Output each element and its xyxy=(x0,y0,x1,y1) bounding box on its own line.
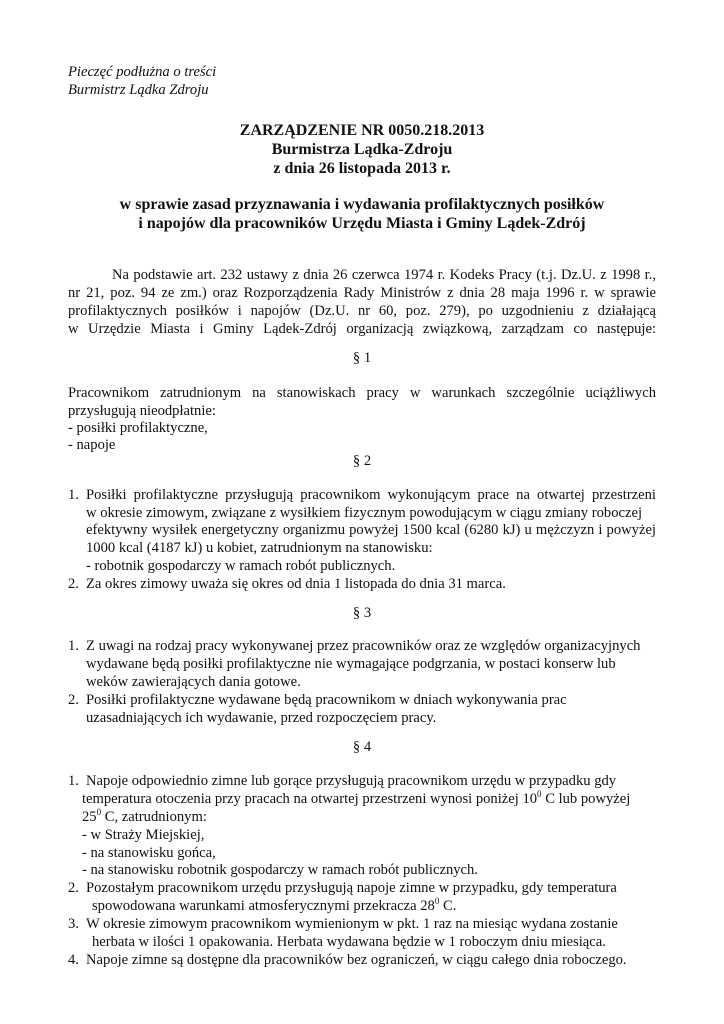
s4-p1-line-3 xyxy=(82,809,207,827)
stamp-note-line-2: Burmistrz Lądka Zdroju xyxy=(68,82,209,98)
document-title: ZARZĄDZENIE NR 0050.218.2013 xyxy=(239,122,485,139)
s2-p1-text-1: Posiłki profilaktyczne przysługują pracownikom wykonującym prace na otwartej przestrzeni xyxy=(86,487,656,503)
stamp-note-line-1: Pieczęć podłużna o treści xyxy=(68,64,217,80)
s4-p3-line-2: herbata w ilości 1 opakowania. Herbata wydawana będzie w 1 roboczym dniu miesiąca. xyxy=(92,934,606,950)
preamble-line-2 xyxy=(68,285,656,303)
s1-item-2: - napoje xyxy=(68,437,116,453)
s4-p1-line-4: - w Straży Miejskiej, xyxy=(82,827,205,843)
s4-p3-line-1: W okresie zimowym pracownikom wymienionym w pkt. 1 raz na miesiąc wydana zostanie xyxy=(86,916,618,932)
s4-p1-line-6: - na stanowisku robotnik gospodarczy w ramach robót publicznych. xyxy=(82,862,478,878)
degree-superscript: 0 xyxy=(537,789,542,799)
degree-superscript: 0 xyxy=(96,807,102,817)
s4-p4-line-1: Napoje zimne są dostępne dla pracowników bez ograniczeń, w ciągu całego dnia roboczego. xyxy=(86,952,627,968)
s4-temperature-value: 25 xyxy=(82,809,97,825)
s2-p1-line-5: - robotnik gospodarczy w ramach robót publicznych. xyxy=(86,558,396,574)
s3-p2-line-2: uzasadniających ich wydawanie, przed rozpoczęciem pracy. xyxy=(86,710,437,726)
section-2-heading: § 2 xyxy=(352,453,372,469)
degree-superscript: 0 xyxy=(434,896,440,906)
preamble-text-1: Na podstawie art. 232 ustawy z dnia 26 czerwca 1974 r. Kodeks Pracy (t.j. Dz.U. z 1998 r., xyxy=(112,267,656,283)
s4-num-1: 1. xyxy=(68,773,79,789)
s2-p1-line-1 xyxy=(86,487,656,505)
s2-num-1: 1. xyxy=(68,487,79,503)
subject-line-2: i napojów dla pracowników Urzędu Miasta i Gminy Lądek-Zdrój xyxy=(138,215,586,232)
s4-p1-line-3-tail: C, zatrudnionym: xyxy=(101,809,207,825)
s3-p2-line-1: Posiłki profilaktyczne wydawane będą pracownikom w dniach wykonywania prac xyxy=(86,692,567,708)
s4-p1-line-2-tail: C lub powyżej xyxy=(541,791,631,807)
subject-line-1: w sprawie zasad przyznawania i wydawania profilaktycznych posiłków xyxy=(119,196,605,213)
s3-num-2: 2. xyxy=(68,692,79,708)
preamble-text-3: profilaktycznych posiłków i napojów (Dz.U. nr 60, poz. 279), po uzgodnieniu z działającą xyxy=(68,303,656,319)
document-issuer: Burmistrza Lądka-Zdroju xyxy=(271,141,453,158)
s4-p1-line-2 xyxy=(82,791,630,809)
section-3-heading: § 3 xyxy=(352,605,372,621)
s3-p1-line-1: Z uwagi na rodzaj pracy wykonywanej przez pracowników oraz ze względów organizacyjnych xyxy=(86,638,641,654)
s4-num-2: 2. xyxy=(68,880,79,896)
s2-p1-line-4: 1000 kcal (4187 kJ) u kobiet, zatrudnionym na stanowisku: xyxy=(86,540,433,556)
s4-p2-line-1: Pozostałym pracownikom urzędu przysługują napoje zimne w przypadku, gdy temperatura xyxy=(86,880,617,896)
s4-num-3: 3. xyxy=(68,916,79,932)
s4-p2-line-2-text: spowodowana warunkami atmosferycznymi przekracza 28 xyxy=(92,898,435,914)
preamble-line-3 xyxy=(68,303,656,321)
s4-num-4: 4. xyxy=(68,952,79,968)
s4-p1-line-1: Napoje odpowiednio zimne lub gorące przysługują pracownikom urzędu w przypadku gdy xyxy=(86,773,617,789)
s2-num-2: 2. xyxy=(68,576,79,592)
s4-p1-line-5: - na stanowisku gońca, xyxy=(82,845,216,861)
s3-num-1: 1. xyxy=(68,638,79,654)
s1-text-1: Pracownikom zatrudnionym na stanowiskach pracy w warunkach szczególnie uciążliwych xyxy=(68,385,656,401)
s2-p2-line-1: Za okres zimowy uważa się okres od dnia 1 listopada do dnia 31 marca. xyxy=(86,576,506,592)
s1-line-1 xyxy=(68,385,656,403)
s3-p1-line-3: weków zawierających dania gotowe. xyxy=(86,674,301,690)
s2-p1-text-3: efektywny wysiłek energetyczny organizmu powyżej 1500 kcal (6280 kJ) u mężczyzn i powyżej xyxy=(86,522,656,538)
document-date: z dnia 26 listopada 2013 r. xyxy=(273,160,451,177)
preamble-text-2: nr 21, poz. 94 ze zm.) oraz Rozporządzenia Rady Ministrów z dnia 28 maja 1996 r. w sprawie xyxy=(68,285,656,301)
section-1-heading: § 1 xyxy=(352,350,372,366)
s4-p2-line-2-tail: C. xyxy=(439,898,457,914)
s1-item-1: - posiłki profilaktyczne, xyxy=(68,420,208,436)
preamble-text-4: w Urzędzie Miasta i Gminy Lądek-Zdrój organizacją związkową, zarządzam co następuje: xyxy=(68,321,656,337)
s1-line-2: przysługują nieodpłatnie: xyxy=(68,403,216,419)
s3-p1-line-2: wydawane będą posiłki profilaktyczne nie wymagające podgrzania, w postaci konserw lub xyxy=(86,656,616,672)
s2-p1-line-3 xyxy=(86,522,656,540)
s4-p2-line-2 xyxy=(92,898,456,916)
s2-p1-line-2: w okresie zimowym, związane z wysiłkiem fizycznym powodującym w ciągu zmiany roboczej xyxy=(86,505,642,521)
preamble-line-4 xyxy=(68,321,656,339)
section-4-heading: § 4 xyxy=(352,739,372,755)
preamble-line-1 xyxy=(112,267,656,285)
s4-p1-line-2-text: temperatura otoczenia przy pracach na otwartej przestrzeni wynosi poniżej 10 xyxy=(82,791,538,807)
